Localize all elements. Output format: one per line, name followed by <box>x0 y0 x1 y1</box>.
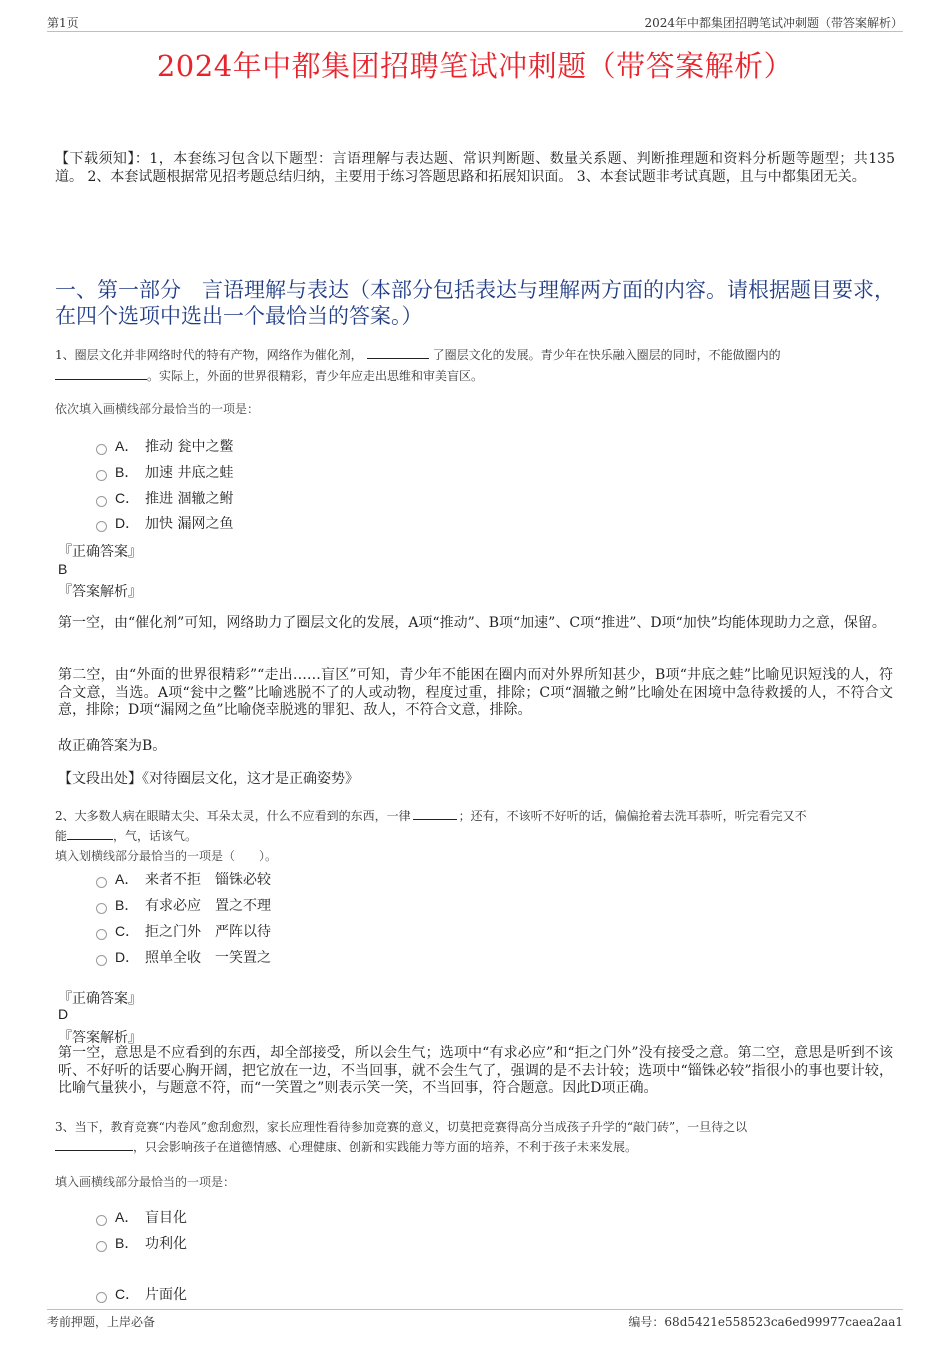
q1-explanation-1: 第一空，由“催化剂”可知，网络助力了圈层文化的发展，A项“推动”、B项“加速”、C项“推进”、D项“加快”均能体现助力之意，保留。 <box>58 615 886 631</box>
analysis-label: 『答案解析』 <box>58 584 142 600</box>
footer-doc-id: 编号：68d5421e558523ca6ed99977caea2aa1 <box>628 1315 903 1329</box>
section-title: 一、第一部分 言语理解与表达（本部分包括表达与理解两方面的内容。请根据题目要求，在四个选项中选出一个最恰当的答案。） <box>55 278 895 328</box>
download-notice: 【下载须知】：1，本套练习包含以下题型：言语理解与表达题、常识判断题、数量关系题、判断推理题和资料分析题等题型；共135道。 2、本套试题根据常见招考题总结归纳，主要用于练习答题思路和拓展知识面。 3、本套试题非考试真题，且与中都集团无关。 <box>55 151 895 185</box>
footer-slogan: 考前押题，上岸必备 <box>47 1315 156 1329</box>
question-2-hint: 填入划横线部分最恰当的一项是（ ）。 <box>55 849 278 863</box>
q1-option-b[interactable]: B． 加速 井底之蛙 <box>96 462 233 482</box>
radio-icon[interactable] <box>96 929 107 940</box>
header-doc-title: 2024年中都集团招聘笔试冲刺题（带答案解析） <box>644 16 903 30</box>
radio-icon[interactable] <box>96 1292 107 1303</box>
fill-blank <box>367 345 429 359</box>
q2-option-b[interactable]: B． 有求必应 置之不理 <box>96 895 271 915</box>
q1-option-a[interactable]: A． 推动 瓮中之鳖 <box>96 436 233 456</box>
fill-blank <box>67 826 113 840</box>
header-divider <box>47 31 903 32</box>
q2-option-a[interactable]: A． 来者不拒 锱铢必较 <box>96 869 271 889</box>
q2-explanation: 第一空，意思是不应看到的东西，却全部接受，所以会生气；选项中“有求必应”和“拒之门外”没有接受之意。第二空，意思是听到不该听、不好听的话要心胸开阔，把它放在一边，不当回事，就不会生气了，强调的是不去计较；选项中“锱铢必较”指很小的事也要计较，比喻气量狭小，与题意不符，而“一笑置之”则表示笑一笑，不当回事，符合题意。因此D项正确。 <box>58 1045 893 1096</box>
fill-blank <box>413 806 457 820</box>
radio-icon[interactable] <box>96 903 107 914</box>
q1-option-d[interactable]: D． 加快 漏网之鱼 <box>96 513 233 533</box>
question-1-stem: 1、圈层文化并非网络时代的特有产物，网络作为催化剂， 了圈层文化的发展。青少年在快乐融入圈层的同时，不能做圈内的 。实际上，外面的世界很精彩，青少年应走出思维和审美盲区。 <box>55 345 895 387</box>
radio-icon[interactable] <box>96 444 107 455</box>
q3-option-b[interactable]: B． 功利化 <box>96 1233 187 1253</box>
radio-icon[interactable] <box>96 496 107 507</box>
question-1-hint: 依次填入画横线部分最恰当的一项是： <box>55 402 260 416</box>
question-3-stem: 3、当下，教育竞赛“内卷风”愈刮愈烈，家长应理性看待参加竞赛的意义，切莫把竞赛得高分当成孩子升学的“敲门砖”，一旦待之以 ，只会影响孩子在道德情感、心理健康、创新和实践能力等方面的培养，不利于孩子未来发展。 <box>55 1120 748 1154</box>
q1-source: 【文段出处】《对待圈层文化，这才是正确姿势》 <box>58 771 359 787</box>
radio-icon[interactable] <box>96 1215 107 1226</box>
q3-option-c[interactable]: C． 片面化 <box>96 1284 187 1304</box>
footer-divider <box>47 1309 903 1310</box>
radio-icon[interactable] <box>96 877 107 888</box>
radio-icon[interactable] <box>96 1241 107 1252</box>
question-3-hint: 填入画横线部分最恰当的一项是： <box>55 1175 236 1189</box>
question-2-stem: 2、大多数人病在眼睛太尖、耳朵太灵，什么不应看到的东西，一律 ；还有，不该听不好听的话，偏偏抢着去洗耳恭听，听完看完又不 能 ，气，话该气。 <box>55 806 895 846</box>
fill-blank <box>55 1137 133 1151</box>
correct-answer-label: 『正确答案』 <box>58 544 142 560</box>
fill-blank <box>55 366 147 380</box>
q1-answer: B <box>58 561 68 577</box>
q2-option-d[interactable]: D． 照单全收 一笑置之 <box>96 947 271 967</box>
q2-answer: D <box>58 1006 69 1022</box>
correct-answer-label: 『正确答案』 <box>58 991 142 1007</box>
q2-option-c[interactable]: C． 拒之门外 严阵以待 <box>96 921 271 941</box>
q1-conclusion: 故正确答案为B。 <box>58 738 167 754</box>
radio-icon[interactable] <box>96 521 107 532</box>
q3-option-a[interactable]: A． 盲目化 <box>96 1207 187 1227</box>
page-title: 2024年中都集团招聘笔试冲刺题（带答案解析） <box>156 49 794 83</box>
page-number: 第1页 <box>47 16 79 30</box>
radio-icon[interactable] <box>96 470 107 481</box>
analysis-label: 『答案解析』 <box>58 1030 142 1046</box>
q1-option-c[interactable]: C． 推进 涸辙之鲋 <box>96 488 233 508</box>
q1-explanation-2: 第二空，由“外面的世界很精彩”“走出……盲区”可知，青少年不能困在圈内而对外界所知甚少，B项“井底之蛙”比喻见识短浅的人，符合文意，当选。A项“瓮中之鳖”比喻逃脱不了的人或动物，程度过重，排除；C项“涸辙之鲋”比喻处在困境中急待救援的人，不符合文意，排除；D项“漏网之鱼”比喻侥幸脱逃的罪犯、敌人，不符合文意，排除。 <box>58 667 893 718</box>
radio-icon[interactable] <box>96 955 107 966</box>
